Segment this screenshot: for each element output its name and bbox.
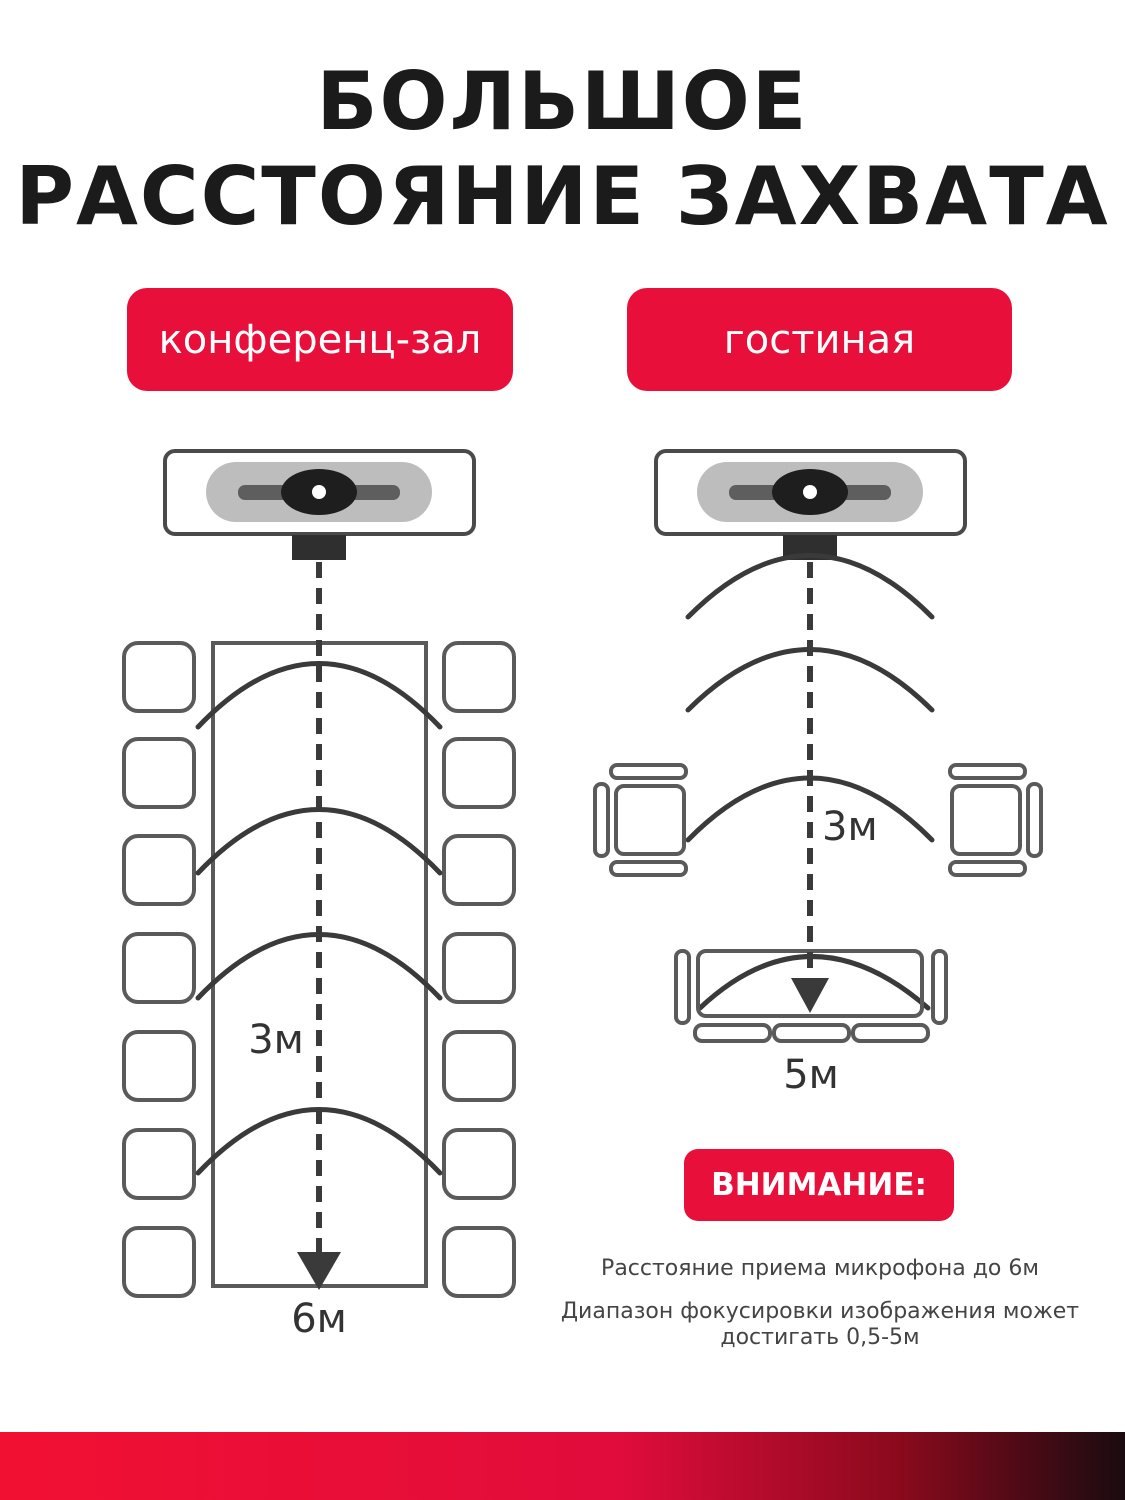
conference-room-badge: конференц-зал — [127, 288, 513, 391]
chair-icon — [124, 643, 194, 711]
chair-icon — [124, 1228, 194, 1296]
microphone-range-note: Расстояние приема микрофона до 6м — [601, 1256, 1039, 1281]
footer-gradient-bar — [0, 1432, 1125, 1500]
chair-icon — [124, 934, 194, 1002]
chair-icon — [124, 1130, 194, 1198]
chair-icon — [444, 1130, 514, 1198]
focus-range-note: Диапазон фокусировки изображения может достигать 0,5-5м — [560, 1299, 1080, 1351]
conference-max-distance: 6м — [291, 1296, 347, 1342]
armchair-icon — [950, 765, 1041, 875]
chair-icon — [444, 643, 514, 711]
arrow-head-icon — [791, 978, 829, 1013]
living-room-max-distance: 5м — [783, 1052, 839, 1098]
conference-webcam-icon — [165, 451, 474, 560]
page-title-line-2: РАССТОЯНИЕ ЗАХВАТА — [15, 150, 1110, 243]
warning-badge: ВНИМАНИЕ: — [684, 1149, 954, 1221]
chair-icon — [444, 1032, 514, 1100]
living-room-webcam-icon — [656, 451, 965, 560]
chair-icon — [444, 739, 514, 807]
living-room-badge: гостиная — [627, 288, 1012, 391]
chair-icon — [124, 1032, 194, 1100]
chair-icon — [444, 934, 514, 1002]
chair-icon — [444, 836, 514, 904]
living-room-mid-distance: 3м — [822, 804, 878, 850]
chair-icon — [124, 836, 194, 904]
chair-icon — [124, 739, 194, 807]
conference-mid-distance: 3м — [248, 1017, 304, 1063]
page-title-line-1: БОЛЬШОЕ — [316, 55, 809, 148]
armchair-icon — [595, 765, 686, 875]
chair-icon — [444, 1228, 514, 1296]
